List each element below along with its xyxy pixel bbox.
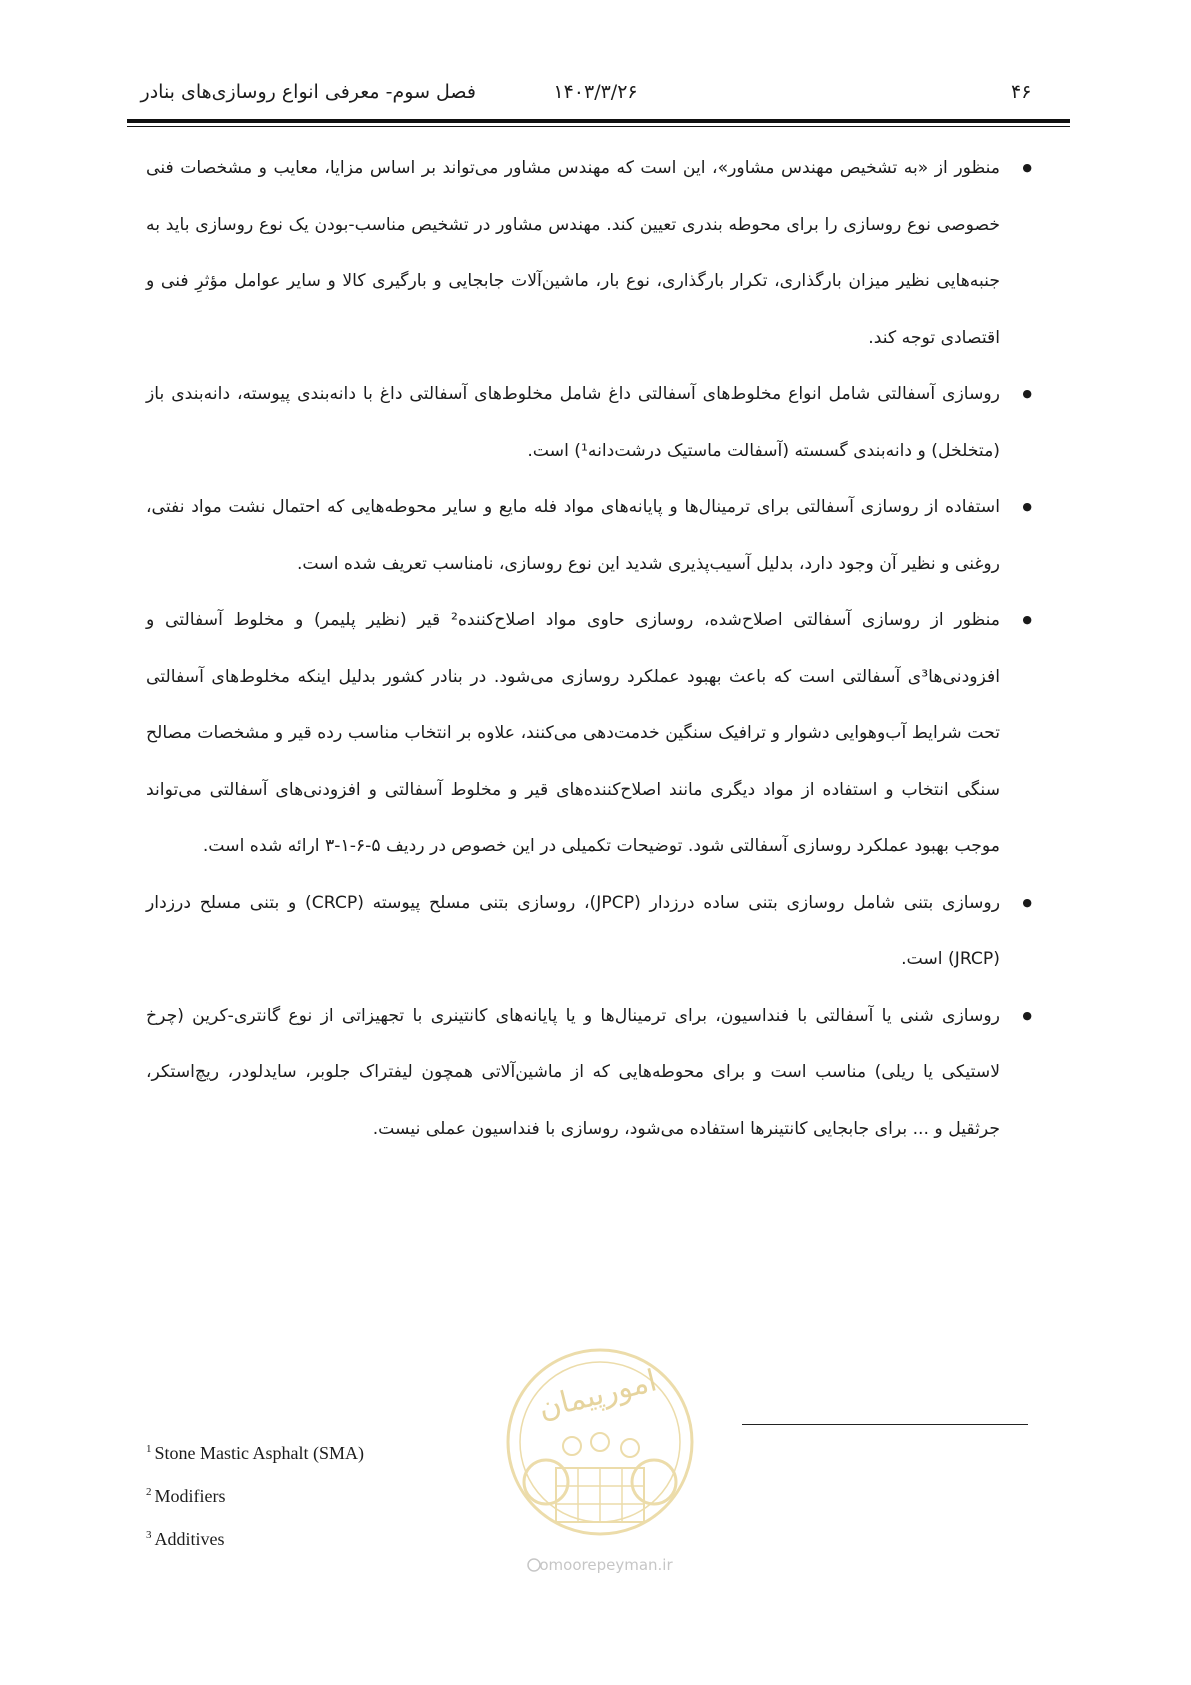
footnote-item: $^2$ Modifiers <box>146 1486 226 1506</box>
footnote-item: $^1$ Stone Mastic Asphalt (SMA) <box>146 1443 364 1463</box>
footnote-separator <box>742 1424 1028 1425</box>
watermark-logo-text: امورپیمان <box>535 1363 661 1427</box>
chapter-title: فصل سوم- معرفی انواع روسازی‌های بنادر <box>140 81 476 103</box>
footnote-list <box>146 1430 596 1559</box>
bullet-item: ● روسازی بتنی شامل روسازی بتنی ساده درزدار (JPCP)، روسازی بتنی مسلح پیوسته (CRCP) و بتنی مسلح درزدار (JRCP) است. <box>146 875 1036 988</box>
header-rule-thin <box>127 126 1070 127</box>
bullet-item: ● منظور از «به تشخیص مهندس مشاور»، این است که مهندس مشاور می‌تواند بر اساس مزایا، معایب و مشخصات فنی خصوصی نوع روسازی را برای محوطه بندری تعیین کند. مهندس مشاور در تشخیص مناسب-بودن یک نوع روسازی باید به جنبه‌هایی نظیر میزان بارگذاری، تکرار بارگذاری، نوع بار، ماشین‌آلات جابجایی و بارگیری کالا و سایر عوامل مؤثرِ فنی و اقتصادی توجه کند. <box>146 140 1036 366</box>
bullet-item: ● روسازی آسفالتی شامل انواع مخلوط‌های آسفالتی داغ شامل مخلوط‌های آسفالتی داغ با دانه‌بندی پیوسته، دانه‌بندی باز (متخلخل) و دانه‌بندی گسسته (آسفالت ماستیک درشت‌دانه¹) است. <box>146 366 1036 479</box>
bullet-list <box>146 140 1036 1157</box>
bullet-item: ● استفاده از روسازی آسفالتی برای ترمینال‌ها و پایانه‌های مواد فله مایع و سایر محوطه‌هایی که احتمال نشت مواد نفتی، روغنی و نظیر آن وجود دارد، بدلیل آسیب‌پذیری شدید این نوع روسازی، نامناسب تعریف شده است. <box>146 479 1036 592</box>
header-date: ۱۴۰۳/۳/۲۶ <box>553 81 638 103</box>
footnote-item: $^3$ Additives <box>146 1529 225 1549</box>
watermark-url: omoorepeyman.ir <box>539 1556 673 1574</box>
bullet-item: ● منظور از روسازی آسفالتی اصلاح‌شده، روسازی حاوی مواد اصلاح‌کننده² قیر (نظیر پلیمر) و مخلوط آسفالتی و افزودنی‌ها³ی آسفالتی است که باعث بهبود عملکرد روسازی می‌شود. در بنادر کشور بدلیل اینکه مخلوط‌های آسفالتی تحت شرایط آب‌وهوایی دشوار و ترافیک سنگین خدمت‌دهی می‌کنند، علاوه بر انتخاب مناسب رده قیر و مشخصات مصالح سنگی انتخاب و استفاده از مواد دیگری مانند اصلاح‌کننده‌های قیر و مخلوط آسفالتی و افزودنی‌های آسفالتی می‌تواند موجب بهبود عملکرد روسازی آسفالتی شود. توضیحات تکمیلی در این خصوص در ردیف ۵-۶-۱-۳ ارائه شده است. <box>146 592 1036 875</box>
header-rule-thick <box>127 119 1070 123</box>
bullet-item: ● روسازی شنی یا آسفالتی با فنداسیون، برای ترمینال‌ها و یا پایانه‌های کانتینری با تجهیزاتی از نوع گانتری-کرین (چرخ لاستیکی یا ریلی) مناسب است و برای محوطه‌هایی که از ماشین‌آلاتی همچون لیفتراک جلوبر، سایدلودر، ریچ‌استکر، جرثقیل و ... برای جابجایی کانتینرها استفاده می‌شود، روسازی با فنداسیون عملی نیست. <box>146 988 1036 1158</box>
page-number: ۴۶ <box>1011 81 1032 103</box>
